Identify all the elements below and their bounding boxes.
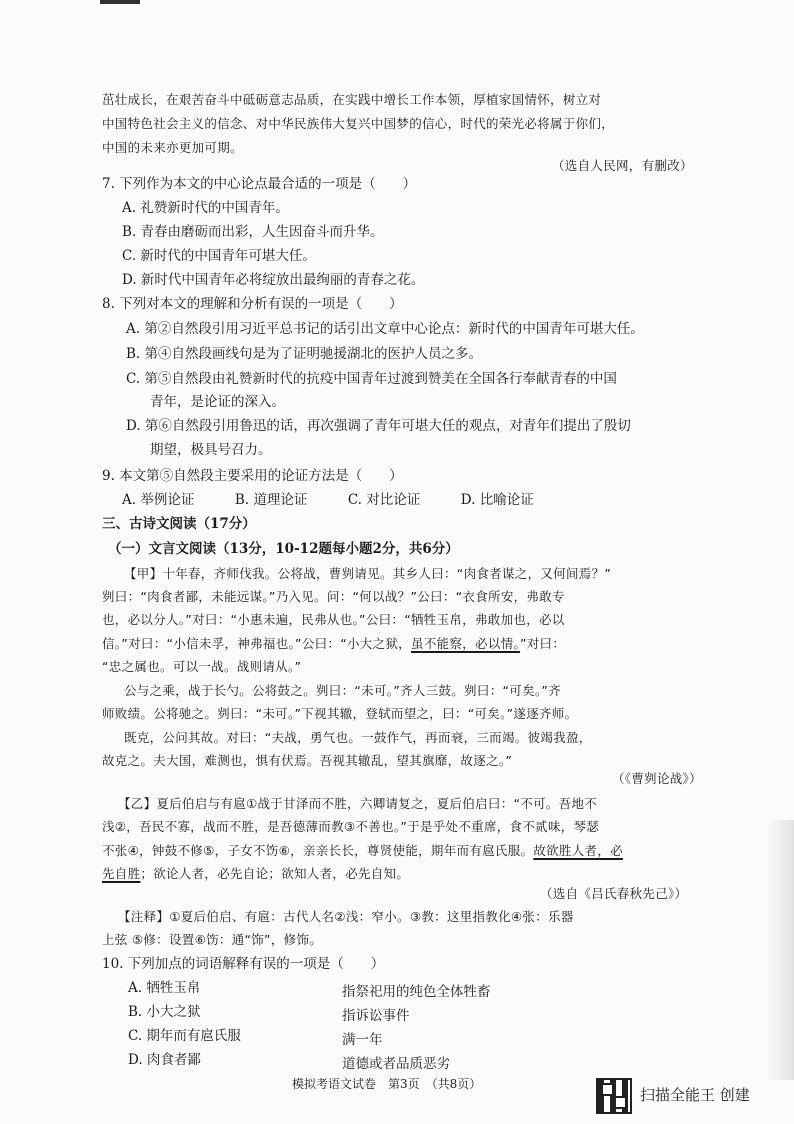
- q8-option-c-cont: 青年，是论证的深入。: [150, 394, 285, 410]
- q8-option-d: D. 第⑥自然段引用鲁迅的话，再次强调了青年可堪大任的观点，对青年们提出了殷切: [126, 418, 631, 434]
- q10-option-c: C. 期年而有扈氏服: [128, 1028, 241, 1044]
- notes-line-1: 【注释】①夏后伯启、有扈：古代人名②浅：窄小。③教：这里指教化④张：乐器: [118, 909, 574, 924]
- jia-line-6: 公与之乘，战于长勺。公将鼓之。刿曰：“未可。”齐人三鼓。刿曰：“可矣。”齐: [124, 683, 562, 698]
- q10-option-b: B. 小大之狱: [128, 1004, 201, 1020]
- passage-line-3: 中国的未来亦更加可期。: [102, 140, 243, 155]
- q9-options: A. 举例论证 B. 道理论证 C. 对比论证 D. 比喻论证: [122, 492, 534, 508]
- jia-line-5: “忠之属也。可以一战。战则请从。”: [102, 659, 302, 674]
- question-10: 10. 下列加点的词语解释有误的一项是（ ）: [102, 956, 385, 972]
- page-footer: 模拟考语文试卷 第3页 （共8页）: [292, 1077, 482, 1091]
- scanner-watermark: 扫描全能王 创建: [640, 1086, 750, 1104]
- q7-option-b: B. 青春由磨砺而出彩，人生因奋斗而升华。: [122, 224, 384, 240]
- yi-source: （选自《吕氏春秋先己》）: [540, 886, 688, 901]
- scan-edge-shadow: [766, 820, 794, 1080]
- q10-option-d-def: 道德或者品质恶劣: [342, 1056, 450, 1072]
- yi-underlined-end: 先自胜: [102, 866, 141, 881]
- q7-option-a: A. 礼赞新时代的中国青年。: [122, 200, 289, 216]
- q8-option-c: C. 第⑤自然段由礼赞新时代的抗疫中国青年过渡到赞美在全国各行奉献青春的中国: [126, 371, 617, 387]
- q8-option-b: B. 第④自然段画线句是为了证明驰援湖北的医护人员之多。: [126, 346, 483, 362]
- q8-option-d-cont: 期望，极具号召力。: [150, 442, 272, 458]
- q10-option-a: A. 牺牲玉帛: [128, 980, 201, 996]
- qr-code-icon: [596, 1078, 632, 1114]
- yi-line-4: 先自胜；欲论人者，必先自论；欲知人者，必先自知。: [102, 866, 410, 881]
- jia-line-2: 刿曰：“肉食者鄙，未能远谋。”乃入见。问：“何以战？”公曰：“衣食所安，弗敢专: [102, 589, 565, 604]
- q7-option-c: C. 新时代的中国青年可堪大任。: [122, 248, 316, 264]
- jia-line-1: 【甲】十年春，齐师伐我。公将战，曹刿请见。其乡人曰：“肉食者谋之，又何间焉？”: [124, 566, 612, 581]
- jia-line-7: 师败绩。公将驰之。刿曰：“未可。”下视其辙，登轼而望之，曰：“可矣。”遂逐齐师。: [102, 706, 578, 721]
- yi-line-3: 不张④，钟鼓不修⑤，子女不饬⑥，亲亲长长，尊贤使能，期年而有扈氏服。故欲胜人者，必: [102, 843, 623, 858]
- jia-line-4: 信。”对曰：“小信未孚，神弗福也。”公曰：“小大之狱，虽不能察，必以情。”对曰：: [102, 636, 566, 651]
- scan-mark: [100, 0, 140, 4]
- subsection-heading: （一）文言文阅读（13分，10-12题每小题2分，共6分）: [108, 541, 459, 557]
- jia-line-9: 故克之。夫大国，难测也，惧有伏焉。吾视其辙乱，望其旗靡，故逐之。”: [102, 753, 513, 768]
- q8-option-a: A. 第②自然段引用习近平总书记的话引出文章中心论点：新时代的中国青年可堪大任。: [126, 321, 644, 337]
- passage-line-2: 中国特色社会主义的信念、对中华民族伟大复兴中国梦的信心，时代的荣光必将属于你们，: [102, 116, 615, 131]
- passage-line-1: 茁壮成长，在艰苦奋斗中砥砺意志品质，在实践中增长工作本领，厚植家国情怀，树立对: [102, 92, 602, 107]
- jia-source: （《曹刿论战》）: [612, 771, 702, 786]
- yi-line-1: 【乙】夏后伯启与有扈①战于甘泽而不胜，六卿请复之，夏后伯启曰：“不可。吾地不: [118, 796, 598, 811]
- q10-option-b-def: 指诉讼事件: [342, 1008, 410, 1024]
- question-7: 7. 下列作为本文的中心论点最合适的一项是（ ）: [102, 176, 417, 192]
- jia-line-3: 也，必以分人。”对曰：“小惠未遍，民弗从也。”公曰：“牺牲玉帛，弗敢加也，必以: [102, 612, 565, 627]
- yi-underlined-start: 故欲胜人者，必: [533, 843, 623, 858]
- q10-option-c-def: 满一年: [342, 1032, 383, 1048]
- q10-option-d: D. 肉食者鄙: [128, 1052, 201, 1068]
- question-8: 8. 下列对本文的理解和分析有误的一项是（ ）: [102, 296, 403, 312]
- q7-option-d: D. 新时代中国青年必将绽放出最绚丽的青春之花。: [122, 272, 425, 288]
- yi-line-2: 浅②，吾民不寡，战而不胜，是吾德薄而教③不善也。”于是乎处不重席，食不贰味，琴瑟: [102, 819, 600, 834]
- jia-underlined-sentence: 虽不能察，必以情。: [411, 636, 520, 651]
- question-9: 9. 本文第⑤自然段主要采用的论证方法是（ ）: [102, 468, 403, 484]
- source-note: （选自人民网，有删改）: [552, 158, 693, 173]
- notes-line-2: 上弦 ⑤修：设置⑥饬：通“饰”，修饰。: [102, 932, 323, 947]
- section-heading: 三、古诗文阅读（17分）: [102, 516, 256, 532]
- jia-line-8: 既克，公问其故。对曰：“夫战，勇气也。一鼓作气，再而衰，三而竭。彼竭我盈，: [124, 730, 592, 745]
- q10-option-a-def: 指祭祀用的纯色全体牲畜: [342, 984, 491, 1000]
